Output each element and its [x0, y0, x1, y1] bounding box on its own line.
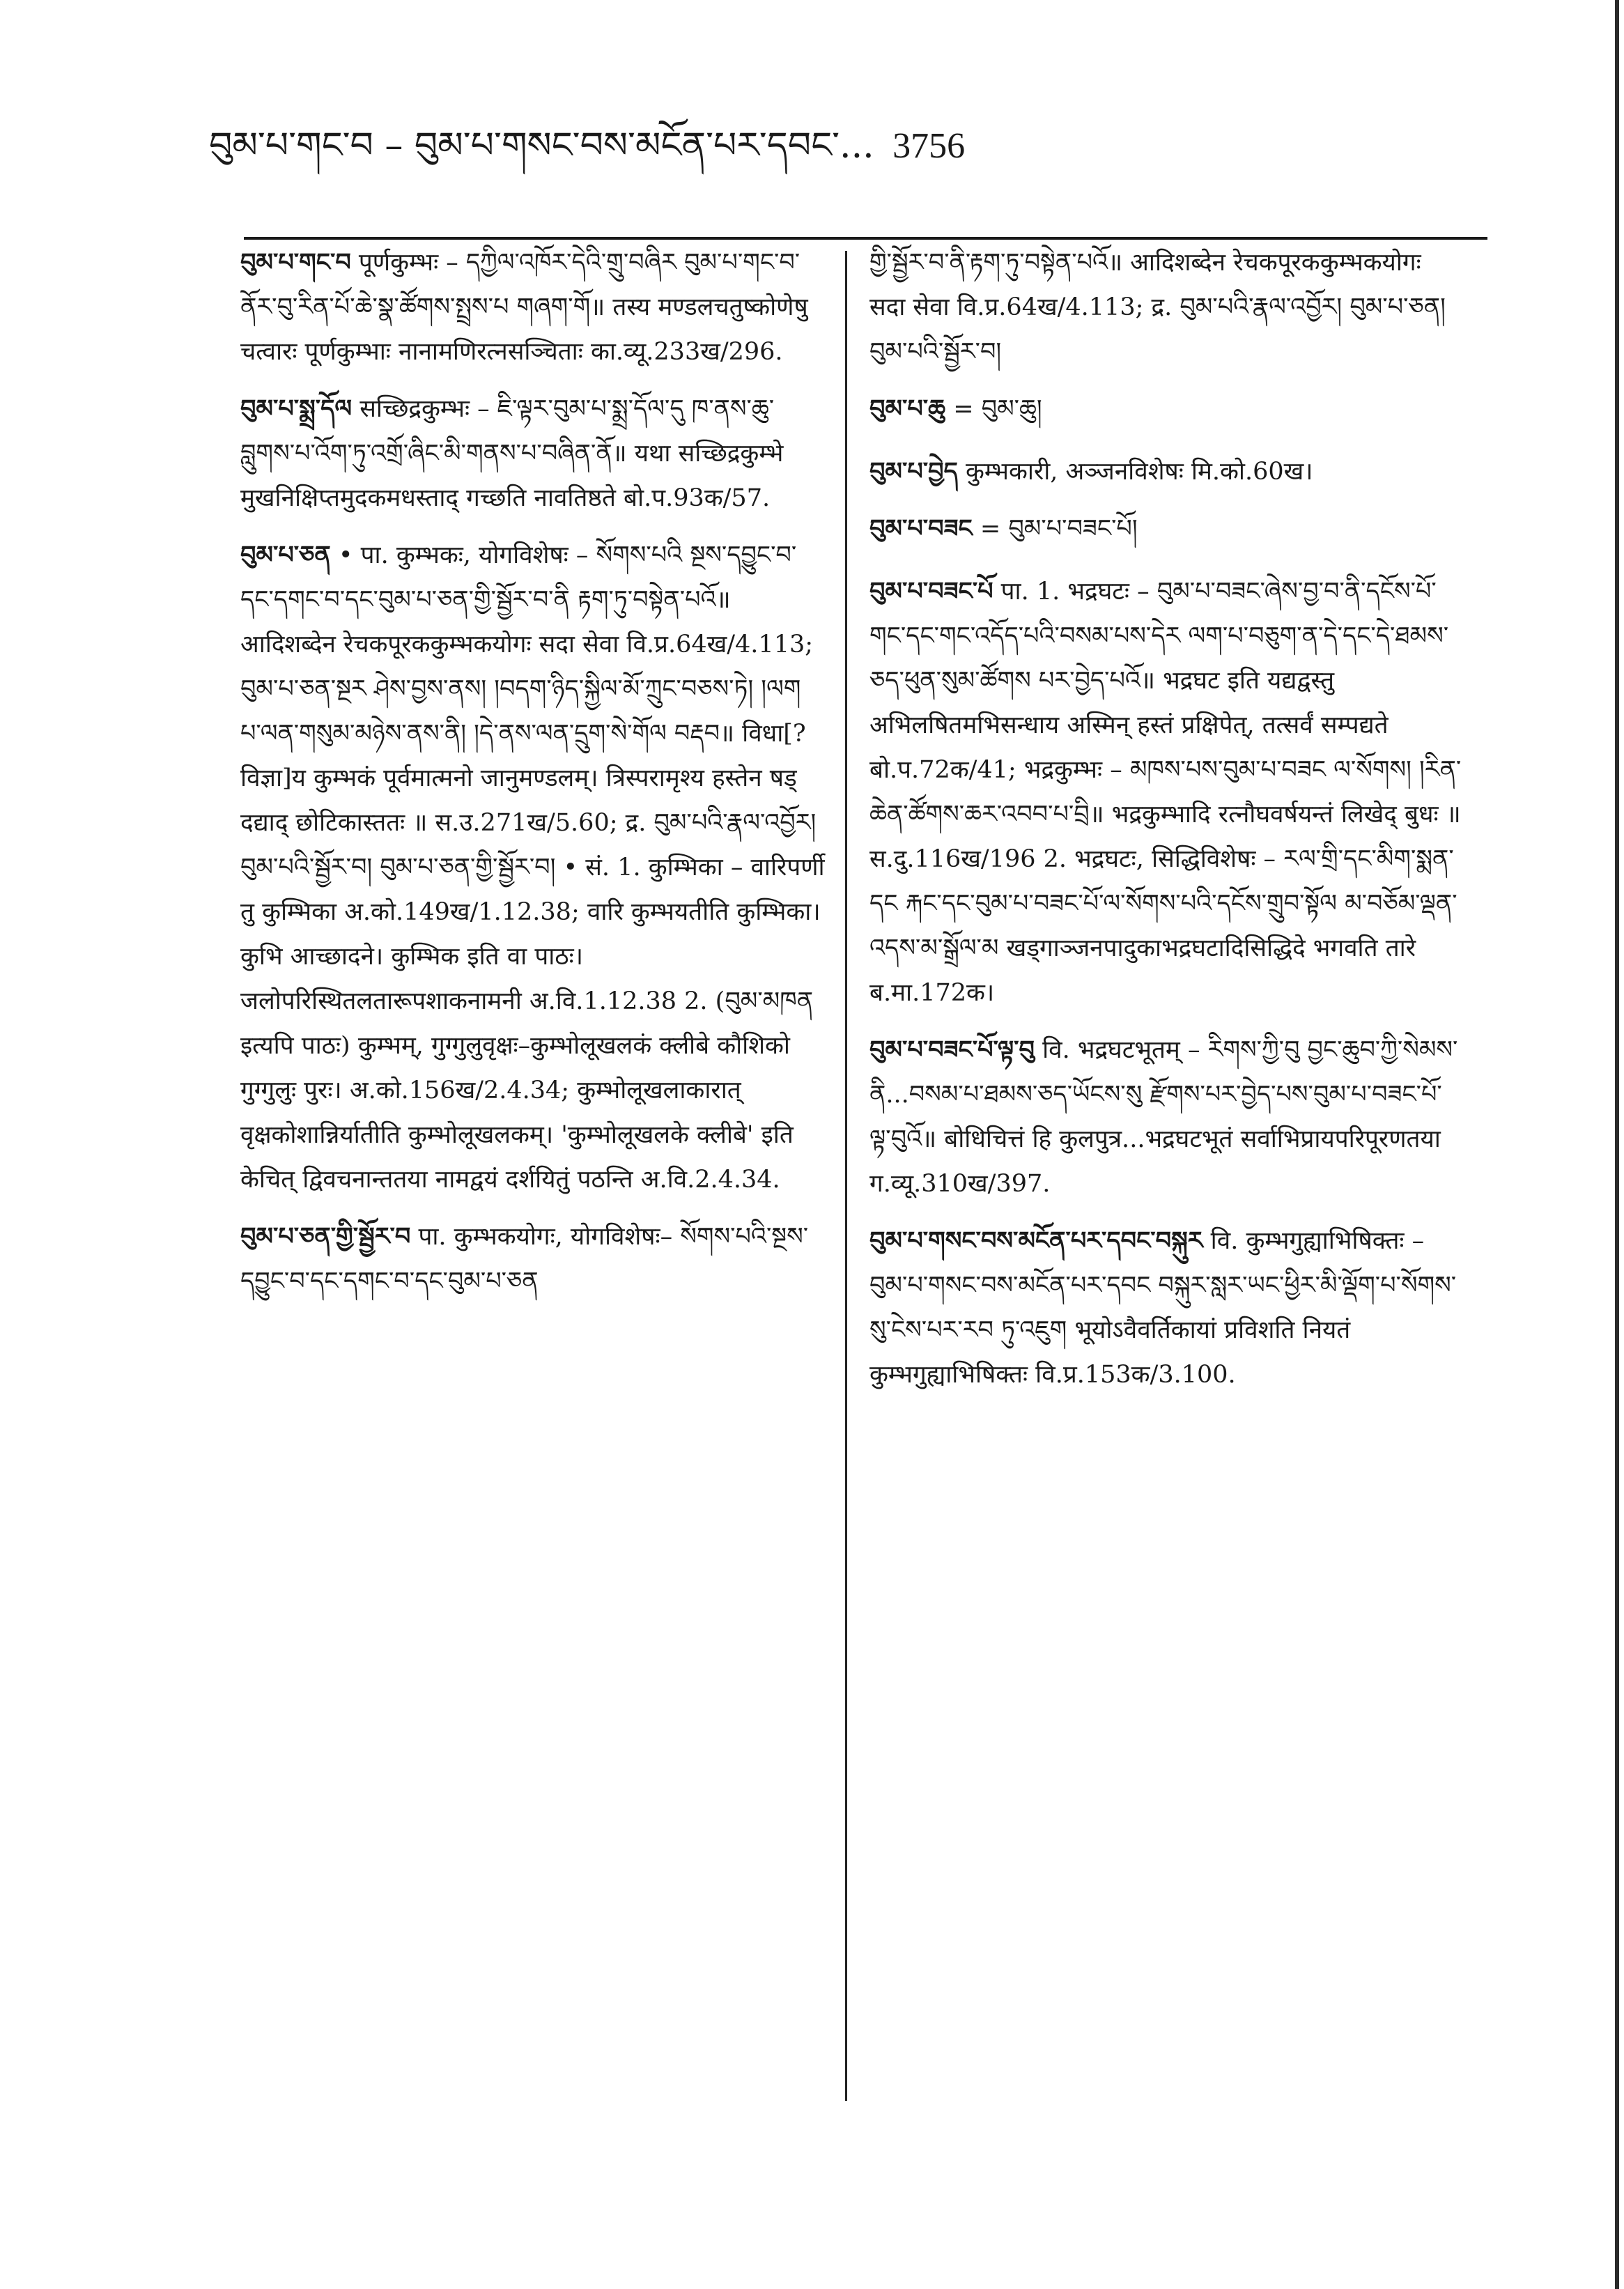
right-column — [869, 240, 1462, 1410]
dictionary-entry — [869, 1219, 1462, 1397]
entry-body: पा. कुम्भकयोगः, योगविशेषः– སོགས་པའི་སྔས་དབྱུང་བ་དང་དགང་བ་དང་བུམ་པ་ཅན — [240, 1223, 809, 1295]
left-column — [240, 240, 826, 1316]
entry-headword: བུམ་པ་བཟང་པོ — [869, 577, 993, 606]
dictionary-entry — [240, 387, 826, 521]
column-divider — [845, 251, 847, 2101]
entry-body: पा. 1. भद्रघटः – བུམ་པ་བཟང་ཞེས་བྱ་བ་ནི་དངོས་པོ་གང་དང་གང་འདོད་པའི་བསམ་པས་དེར ལག་པ་བཅུག་ན་དེ་དང་དེ་ཐམས་ཅད་ཕུན་སུམ་ཚོགས པར་བྱེད་པའོ॥ भद्रघट इति यद्यद्वस्तु अभिलषितमभिसन्धाय अस्मिन् हस्तं प्रक्षिपेत्, तत्सर्वं सम्पद्यते बो.प.72क/41; भद्रकुम्भः – མཁས་པས་བུམ་པ་བཟང ལ་སོགས། །རིན་ཆེན་ཚོགས་ཆར་འབབ་པ་བྲི॥ भद्रकुम्भादि रत्नौघवर्षयन्तं लिखेद् बुधः ॥ स.दु.116ख/196 2. भद्रघटः, सिद्धिविशेषः – རལ་གྲི་དང་མིག་སྨན་དང རྐང་དང་བུམ་པ་བཟང་པོ་ལ་སོགས་པའི་དངོས་གྲུབ་སྟོལ མ་བཅོམ་ལྡན་འདས་མ་སྒྲོལ་མ खड्गाञ्जनपादुकाभद्रघटादिसिद्धिदे भगवति तारे ब.मा.172क। — [869, 578, 1462, 1007]
page-number: 3756 — [892, 126, 966, 166]
entry-headword: བུམ་པ་བཟང — [869, 514, 973, 543]
header-rule — [244, 237, 1487, 240]
entry-body: = བུམ་ཆུ། — [953, 395, 1042, 423]
cross-reference-entry — [869, 387, 1462, 431]
dictionary-entry — [869, 1028, 1462, 1206]
dictionary-entry — [869, 569, 1462, 1015]
header-title: བུམ་པ་གང་བ – བུམ་པ་གསང་བས་མངོན་པར་དབང་... — [209, 125, 874, 167]
entry-headword: བུམ་པ་གང་བ — [240, 248, 351, 277]
page-edge-shadow — [1615, 0, 1619, 2289]
entry-headword: བུམ་པ་གསང་བས་མངོན་པར་དབང་བསྐུར — [869, 1226, 1203, 1255]
entry-body: कुम्भकारी, अञ्जनविशेषः मि.को.60ख। — [965, 458, 1313, 486]
entry-body: = བུམ་པ་བཟང་པོ། — [980, 515, 1138, 543]
dictionary-entry — [240, 1215, 826, 1304]
entry-body: वि. भद्रघटभूतम् – རིགས་ཀྱི་བུ བྱང་ཆུབ་ཀྱི་སེམས་ནི...བསམ་པ་ཐམས་ཅད་ཡོངས་སུ རྫོགས་པར་བྱེད་པས་བུམ་པ་བཟང་པོ་ལྟ་བུའོ॥ बोधिचित्तं हि कुलपुत्र...भद्रघटभूतं सर्वाभिप्रायपरिपूरणतया ग.व्यू.310ख/397. — [869, 1036, 1458, 1198]
dictionary-entry-continued — [869, 240, 1462, 374]
entry-body: वि. कुम्भगुह्याभिषिक्तः – བུམ་པ་གསང་བས་མངོན་པར་དབང བསྐུར་སླར་ཡང་ཕྱིར་མི་ལྡོག་པ་སོགས་སུ་ངེས་པར་རབ ཏུ་འཇུག भूयोऽवैवर्तिकायां प्रविशति नियतं कुम्भगुह्याभिषिक्तः वि.प्र.153क/3.100. — [869, 1227, 1457, 1389]
entry-headword: བུམ་པ་བཟང་པོ་ལྟ་བུ — [869, 1035, 1035, 1064]
dictionary-entry — [240, 533, 826, 1202]
entry-headword: བུམ་པ་ཅན་གྱི་སྦྱོར་བ — [240, 1222, 411, 1251]
cross-reference-entry — [869, 507, 1462, 551]
running-header — [209, 124, 1463, 168]
entry-body: सच्छिद्रकुम्भः – ཇི་ལྟར་བུམ་པ་སྨྲ་དོལ་དུ ཁ་ནས་ཆུ་བླུགས་པ་འོག་ཏུ་འགྲོ་ཞིང་མི་གནས་པ་བཞིན་ནོ॥ यथा सच्छिद्रकुम्भे मुखनिक्षिप्तमुदकमधस्ताद् गच्छति नावतिष्ठते बो.प.93क/57. — [240, 395, 784, 512]
entry-body: • पा. कुम्भकः, योगविशेषः – སོགས་པའི སྔས་དབྱུང་བ་དང་དགང་བ་དང་བུམ་པ་ཅན་གྱི་སྦྱོར་བ་ནི རྟག་ཏུ་བསྟེན་པའོ॥ आदिशब्देन रेचकपूरककुम्भकयोगः सदा सेवा वि.प्र.64ख/4.113; བུམ་པ་ཅན་སྔར ཤེས་བྱས་ནས། །བདག་ཉིད་སྐྱིལ་མོ་ཀྲུང་བཅས་ཏེ། །ལག པ་ལན་གསུམ་མཉེས་ནས་ནི། །དེ་ནས་ལན་དྲུག་སེ་གོལ བརྡབ॥ विधा[?विज्ञा]य कुम्भकं पूर्वमात्मनो जानुमण्डलम्। त्रिस्परामृश्य हस्तेन षड् दद्याद् छोटिकास्ततः ॥ स.उ.271ख/5.60; द्र. བུམ་པའི་རྣལ་འབྱོར། བུམ་པའི་སྦྱོར་བ། བུམ་པ་ཅན་གྱི་སྦྱོར་བ། • सं. 1. कुम्भिका – वारिपर्णी तु कुम्भिका अ.को.149ख/1.12.38; वारि कुम्भयतीति कुम्भिका। कुभि आच्छादने। कुम्भिक इति वा पाठः। जलोपरिस्थितलतारूपशाकनामनी अ.वि.1.12.38 2. (བུམ་མཁན इत्यपि पाठः) कुम्भम्, गुग्गुलुवृक्षः–कुम्भोलूखलकं क्लीबे कौशिको गुग्गुलुः पुरः। अ.को.156ख/2.4.34; कुम्भोलूखलाकारात् वृक्षकोशान्निर्यातीति कुम्भोलूखलकम्। 'कुम्भोलूखलके क्लीबे' इति केचित् द्विवचनान्ततया नामद्वयं दर्शयितुं पठन्ति अ.वि.2.4.34. — [240, 541, 825, 1194]
dictionary-entry — [240, 240, 826, 374]
dictionary-entry — [869, 449, 1462, 494]
entry-headword: བུམ་པ་སྨྲ་དོལ — [240, 394, 353, 423]
entry-headword: བུམ་པ་བྱེད — [869, 457, 958, 486]
entry-body: གྱི་སྦྱོར་བ་ནི་རྟག་ཏུ་བསྟེན་པའོ॥ आदिशब्देन रेचकपूरककुम्भकयोगः सदा सेवा वि.प्र.64ख/4.113; द्र. བུམ་པའི་རྣལ་འབྱོར། བུམ་པ་ཅན། བུམ་པའི་སྦྱོར་བ། — [869, 249, 1446, 366]
entry-headword: བུམ་པ་ཆུ — [869, 394, 946, 423]
entry-headword: བུམ་པ་ཅན — [240, 541, 331, 569]
entry-body: पूर्णकुम्भः – དཀྱིལ་འཁོར་དེའི་གྲུ་བཞིར བུམ་པ་གང་བ་ནོར་བུ་རིན་པོ་ཆེ་སྣ་ཚོགས་སྤྲས་པ གཞག་གོ॥ तस्य मण्डलचतुष्कोणेषु चत्वारः पूर्णकुम्भाः नानामणिरत्नसञ्चिताः का.व्यू.233ख/296. — [240, 249, 808, 366]
